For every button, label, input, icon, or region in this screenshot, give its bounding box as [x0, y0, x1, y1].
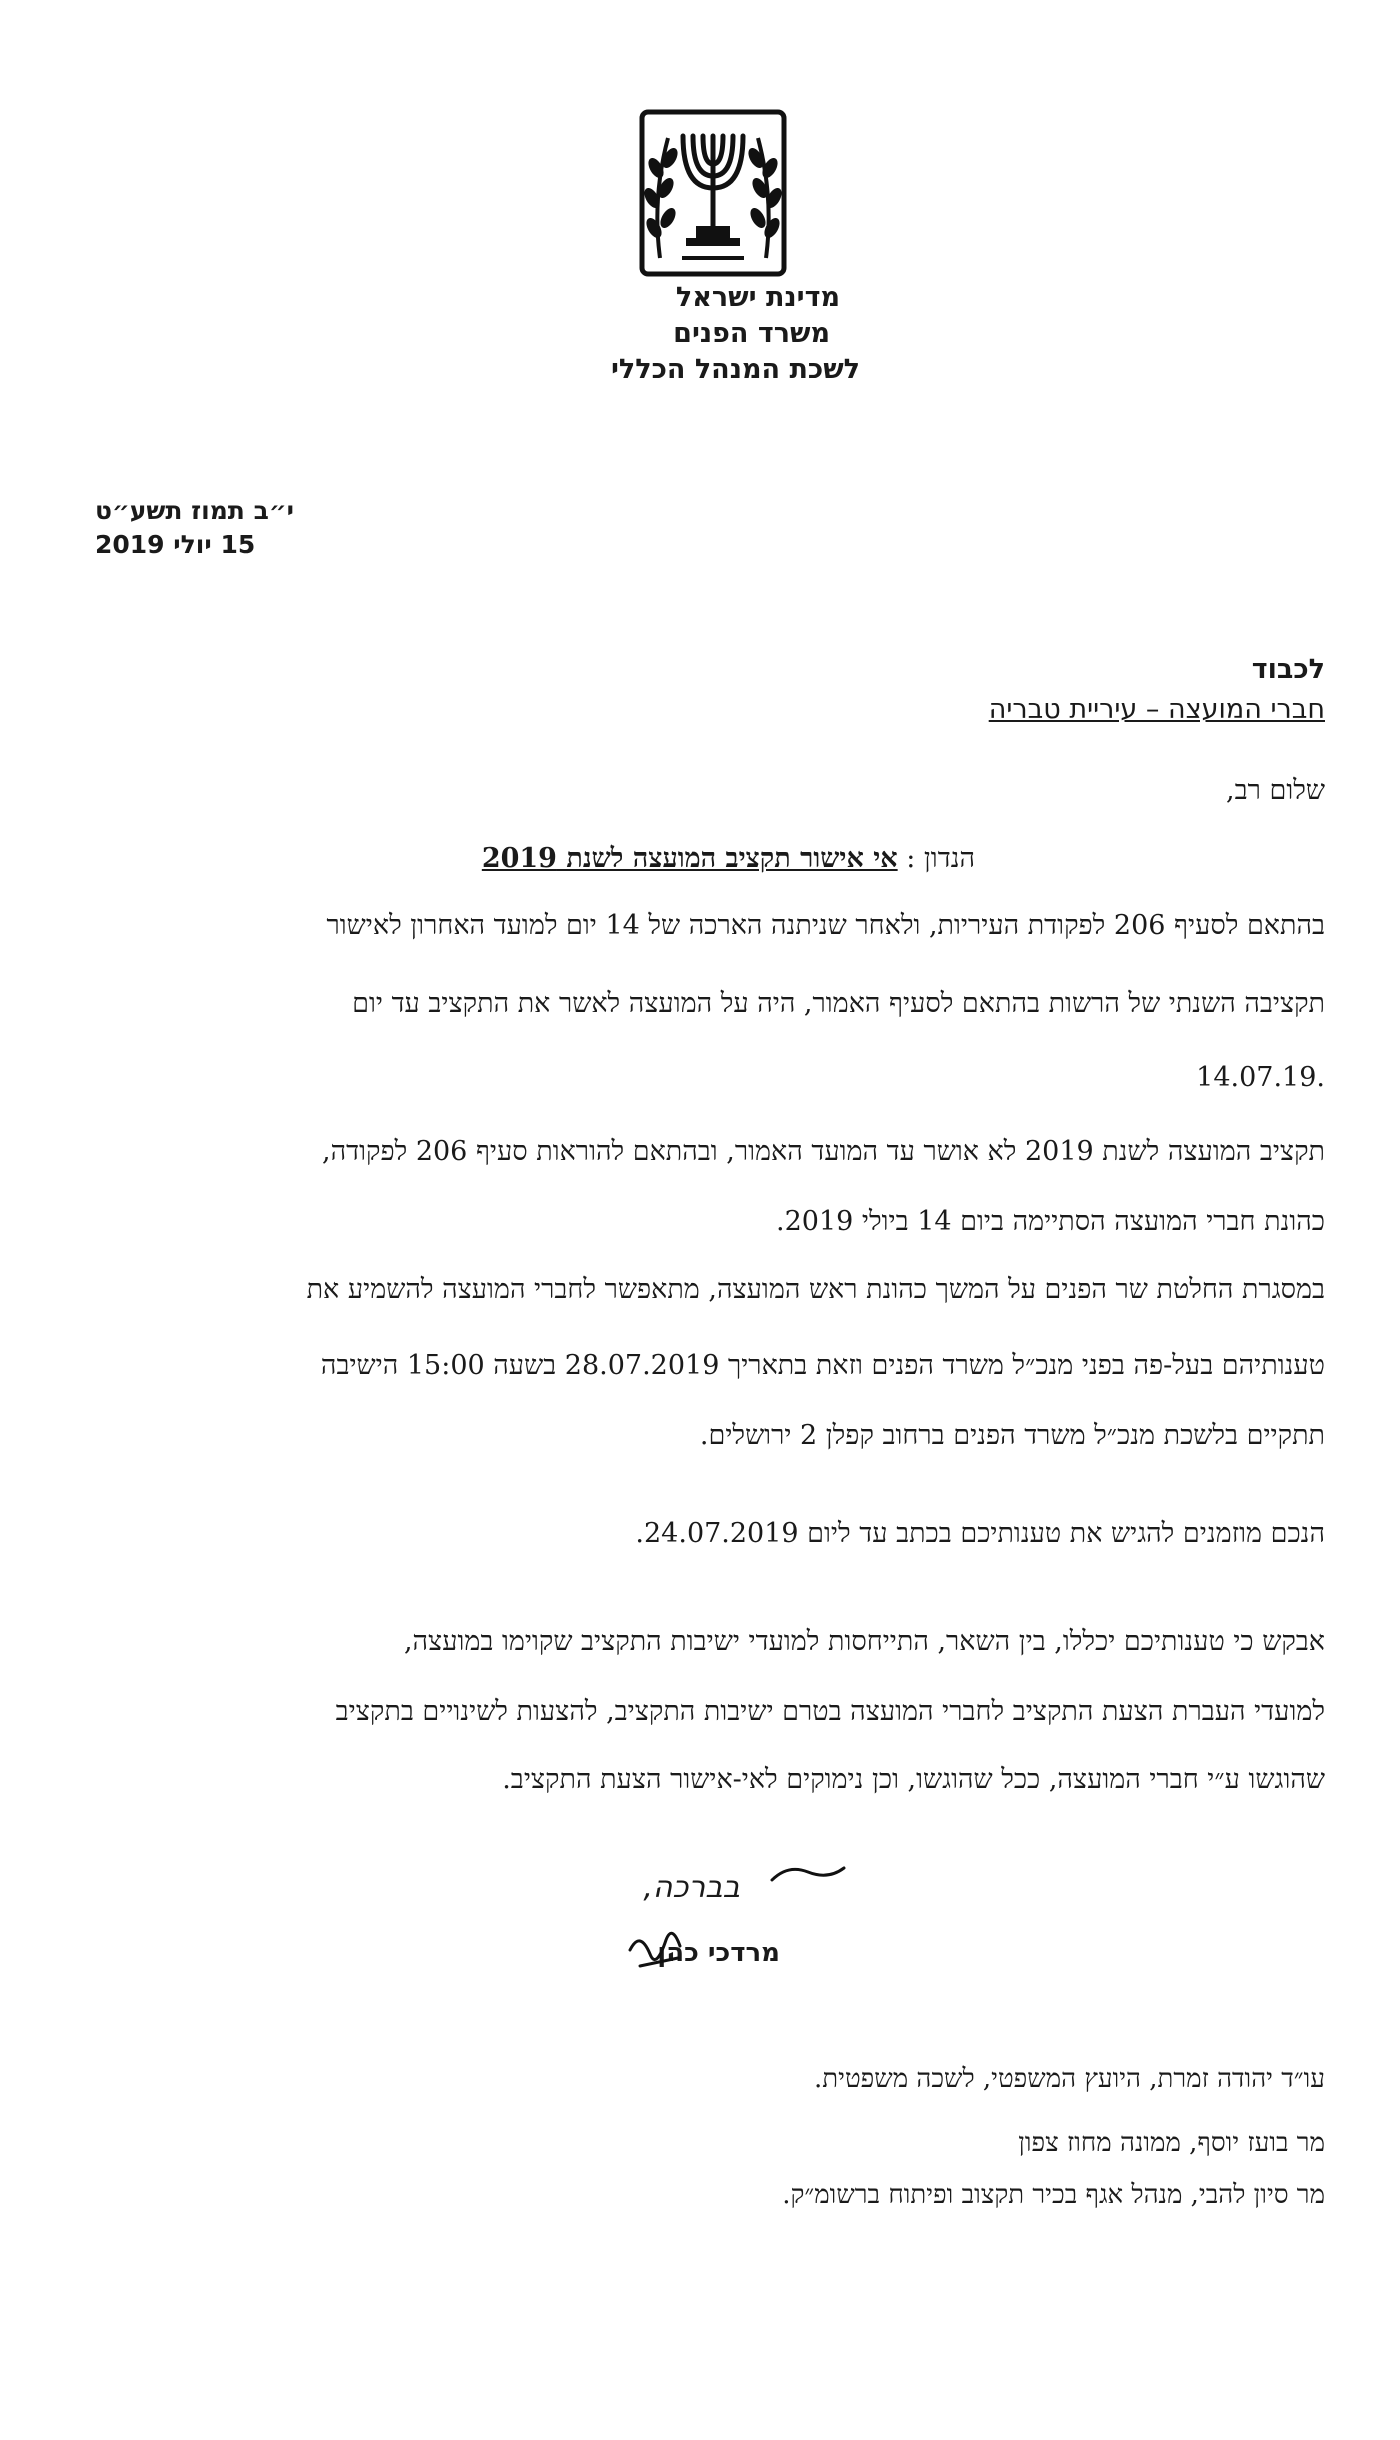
p3-line-1: במסגרת החלטת שר הפנים על המשך כהונת ראש המועצה, מתאפשר לחברי המועצה להשמיע את — [306, 1274, 1325, 1305]
p5-line-1: אבקש כי טענותיכם יכללו, בין השאר, התייחסות למועדי ישיבות התקציב שקוימו במועצה, — [403, 1626, 1325, 1657]
subject-line — [482, 843, 975, 874]
handwritten-signature-icon — [620, 1910, 690, 1980]
signature-closing: בברכה, — [643, 1870, 740, 1905]
p1-line-3: 14.07.19. — [1196, 1062, 1325, 1093]
subject-label: הנדון : — [906, 843, 975, 874]
date-hebrew: י״ב תמוז תשע״ט — [95, 496, 294, 525]
subject-text: אי אישור תקציב המועצה לשנת 2019 — [481, 843, 898, 874]
header-ministry: משרד הפנים — [673, 318, 830, 349]
signature-name: מרדכי כהן — [657, 1938, 780, 1968]
to-label: לכבוד — [1251, 654, 1325, 685]
header-state: מדינת ישראל — [675, 282, 840, 313]
header-office: לשכת המנהל הכללי — [610, 354, 860, 385]
p1-line-2: תקציבה השנתי של הרשות בהתאם לסעיף האמור, היה על המועצה לאשר את התקציב עד יום — [352, 988, 1325, 1019]
cc-line-1: עו״ד יהודה זמרת, היועץ המשפטי, לשכה משפטית. — [814, 2064, 1325, 2094]
greeting: שלום רב, — [1226, 775, 1325, 806]
date-gregorian: 15 יולי 2019 — [95, 530, 256, 559]
p3-line-2: טענותיהם בעל-פה בפני מנכ״ל משרד הפנים וזאת בתאריך 28.07.2019 בשעה 15:00 הישיבה — [320, 1350, 1325, 1381]
p2-line-2: כהונת חברי המועצה הסתיימה ביום 14 ביולי 2019. — [776, 1206, 1325, 1237]
p2-line-1: תקציב המועצה לשנת 2019 לא אושר עד המועד האמור, ובהתאם להוראות סעיף 206 לפקודה, — [321, 1136, 1325, 1167]
state-emblem-icon — [638, 108, 788, 278]
p4-line: הנכם מוזמנים להגיש את טענותיכם בכתב עד ליום 24.07.2019. — [635, 1518, 1325, 1549]
p1-line-1: בהתאם לסעיף 206 לפקודת העיריות, ולאחר שניתנה הארכה של 14 יום למועד האחרון לאישור — [326, 910, 1325, 941]
p5-line-3: שהוגשו ע״י חברי המועצה, ככל שהוגשו, וכן נימוקים לאי-אישור הצעת התקציב. — [502, 1764, 1325, 1795]
signature-scribble-icon — [768, 1862, 848, 1892]
p5-line-2: למועדי העברת הצעת התקציב לחברי המועצה בטרם ישיבות התקציב, להצעות לשינויים בתקציב — [335, 1696, 1325, 1727]
cc-line-2: מר בועז יוסף, ממונה מחוז צפון — [1018, 2128, 1325, 2158]
p3-line-3: תתקיים בלשכת מנכ״ל משרד הפנים ברחוב קפלן 2 ירושלים. — [699, 1420, 1325, 1451]
cc-line-3: מר סיון להבי, מנהל אגף בכיר תקצוב ופיתוח ברשומ״ק. — [782, 2180, 1325, 2210]
recipients: חברי המועצה – עיריית טבריה — [988, 694, 1325, 725]
